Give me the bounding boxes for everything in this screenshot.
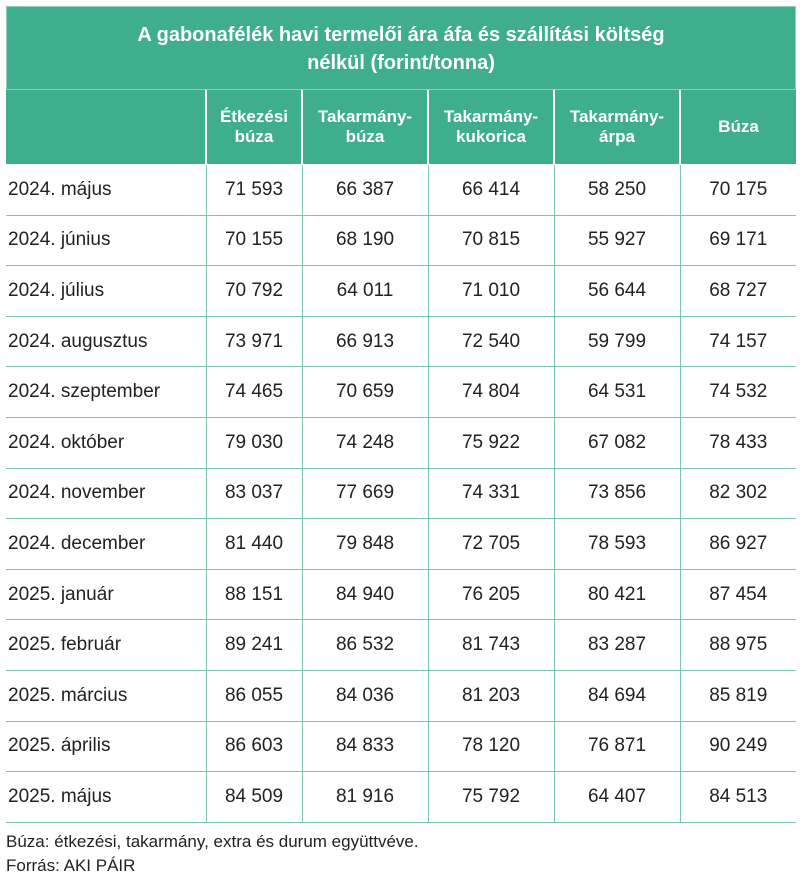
price-cell: 78 120 [428,721,554,772]
price-cell: 89 241 [206,620,302,671]
price-cell: 72 540 [428,316,554,367]
header-label: árpa [599,127,635,146]
price-cell: 66 913 [302,316,428,367]
price-cell: 66 414 [428,165,554,216]
price-cell: 80 421 [554,569,680,620]
price-cell: 75 792 [428,772,554,823]
price-cell: 86 532 [302,620,428,671]
header-etkezesi-buza [206,90,302,165]
price-cell: 70 815 [428,215,554,266]
table-row [6,569,796,620]
table-row [6,772,796,823]
price-cell: 86 603 [206,721,302,772]
header-label: búza [234,127,274,146]
price-cell: 73 856 [554,468,680,519]
header-label: Takarmány- [443,107,539,126]
table-body [6,165,796,823]
price-cell: 81 916 [302,772,428,823]
price-cell: 79 848 [302,519,428,570]
table-row [6,468,796,519]
price-cell: 71 010 [428,266,554,317]
price-cell: 64 531 [554,367,680,418]
price-cell: 81 203 [428,670,554,721]
price-cell: 77 669 [302,468,428,519]
table-notes [6,830,419,878]
price-cell: 70 659 [302,367,428,418]
table-title [6,6,796,90]
price-cell: 56 644 [554,266,680,317]
row-period: 2025. május [6,772,206,823]
price-cell: 84 833 [302,721,428,772]
price-cell: 74 157 [680,316,796,367]
price-cell: 67 082 [554,417,680,468]
header-label: búza [345,127,385,146]
header-label: Takarmány- [317,107,413,126]
row-period: 2025. március [6,670,206,721]
price-cell: 74 804 [428,367,554,418]
price-cell: 55 927 [554,215,680,266]
row-period: 2024. szeptember [6,367,206,418]
header-label: Takarmány- [569,107,665,126]
price-cell: 70 155 [206,215,302,266]
header-label: kukorica [456,127,526,146]
price-cell: 86 927 [680,519,796,570]
price-cell: 83 287 [554,620,680,671]
table-row [6,215,796,266]
table-title-line-2: nélkül (forint/tonna) [307,52,495,74]
price-cell: 76 205 [428,569,554,620]
price-table-figure [6,6,796,823]
price-cell: 74 248 [302,417,428,468]
price-cell: 64 011 [302,266,428,317]
price-cell: 90 249 [680,721,796,772]
table-row [6,165,796,216]
table-row [6,266,796,317]
price-cell: 79 030 [206,417,302,468]
price-cell: 84 940 [302,569,428,620]
footnote: Búza: étkezési, takarmány, extra és durum együttvéve. [6,832,419,851]
table-row [6,670,796,721]
price-cell: 58 250 [554,165,680,216]
header-label: Búza [718,117,759,136]
price-cell: 64 407 [554,772,680,823]
header-period [6,90,206,165]
header-row [6,90,796,165]
price-cell: 66 387 [302,165,428,216]
source-note: Forrás: AKI PÁIR [6,856,136,875]
price-cell: 88 975 [680,620,796,671]
row-period: 2025. január [6,569,206,620]
grain-price-table [6,90,796,823]
price-cell: 69 171 [680,215,796,266]
price-cell: 70 792 [206,266,302,317]
price-cell: 85 819 [680,670,796,721]
header-takarmany-buza [302,90,428,165]
table-row [6,519,796,570]
row-period: 2024. június [6,215,206,266]
price-cell: 73 971 [206,316,302,367]
price-cell: 74 331 [428,468,554,519]
row-period: 2024. december [6,519,206,570]
price-cell: 82 302 [680,468,796,519]
header-takarmany-arpa [554,90,680,165]
price-cell: 76 871 [554,721,680,772]
price-cell: 84 509 [206,772,302,823]
table-row [6,367,796,418]
price-cell: 74 465 [206,367,302,418]
price-cell: 88 151 [206,569,302,620]
row-period: 2025. február [6,620,206,671]
header-buza [680,90,796,165]
price-cell: 59 799 [554,316,680,367]
table-row [6,316,796,367]
header-takarmany-kukorica [428,90,554,165]
table-row [6,417,796,468]
price-cell: 84 694 [554,670,680,721]
price-cell: 86 055 [206,670,302,721]
table-row [6,721,796,772]
price-cell: 75 922 [428,417,554,468]
table-title-line-1: A gabonafélék havi termelői ára áfa és szállítási költség [137,24,665,46]
price-cell: 68 727 [680,266,796,317]
row-period: 2025. április [6,721,206,772]
price-cell: 68 190 [302,215,428,266]
price-cell: 70 175 [680,165,796,216]
table-row [6,620,796,671]
header-label: Étkezési [219,107,289,126]
price-cell: 84 513 [680,772,796,823]
row-period: 2024. november [6,468,206,519]
price-cell: 78 433 [680,417,796,468]
row-period: 2024. augusztus [6,316,206,367]
price-cell: 83 037 [206,468,302,519]
price-cell: 81 743 [428,620,554,671]
price-cell: 87 454 [680,569,796,620]
row-period: 2024. július [6,266,206,317]
price-cell: 84 036 [302,670,428,721]
price-cell: 72 705 [428,519,554,570]
price-cell: 74 532 [680,367,796,418]
price-cell: 71 593 [206,165,302,216]
price-cell: 81 440 [206,519,302,570]
price-cell: 78 593 [554,519,680,570]
row-period: 2024. május [6,165,206,216]
row-period: 2024. október [6,417,206,468]
